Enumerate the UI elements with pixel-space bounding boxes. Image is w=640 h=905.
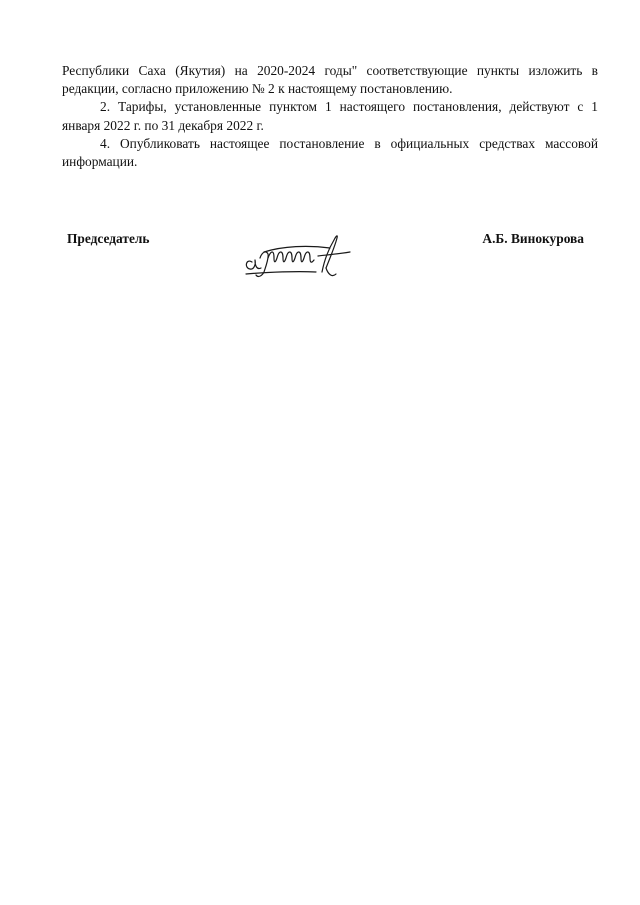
paragraph-item-2: 2. Тарифы, установленные пунктом 1 настоящего постановления, действуют с 1 января 2022 г. по 31 декабря 2022 г. [62, 99, 598, 133]
document-body [62, 62, 598, 171]
paragraph-item-4: 4. Опубликовать настоящее постановление в официальных средствах массовой информации. [62, 135, 598, 170]
paragraph-continuation: Республики Саха (Якутия) на 2020-2024 годы" соответствующие пункты изложить в редакции, согласно приложению № 2 к настоящему постановлению. [62, 63, 598, 97]
signatory-position: Председатель [67, 231, 150, 246]
signatory-name: А.Б. Винокурова [482, 231, 584, 246]
handwritten-signature [238, 228, 368, 286]
